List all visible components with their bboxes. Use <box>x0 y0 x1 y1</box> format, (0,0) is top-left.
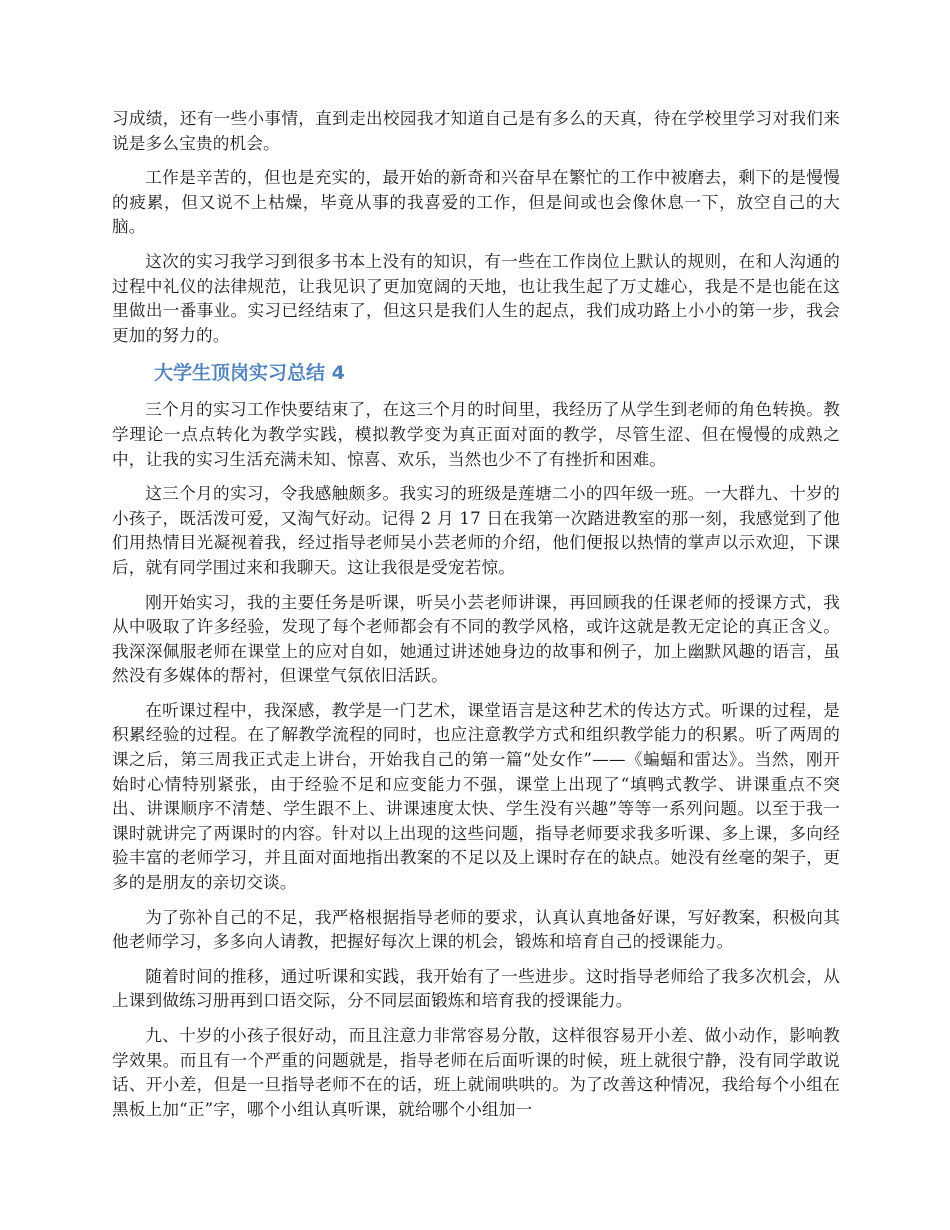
body-paragraph: 三个月的实习工作快要结束了，在这三个月的时间里，我经历了从学生到老师的角色转换。教学理论一点点转化为教学实践，模拟教学变为真正面对面的教学，尽管生涩、但在慢慢的成熟之中，让我的实习生活充满未知、惊喜、欢乐，当然也少不了有挫折和困难。 <box>112 400 840 469</box>
body-paragraph: 刚开始实习，我的主要任务是听课，听吴小芸老师讲课，再回顾我的任课老师的授课方式，我从中吸取了许多经验，发现了每个老师都会有不同的教学风格，或许这就是教无定论的真正含义。我深深佩服老师在课堂上的应对自如，她通过讲述她身边的故事和例子，加上幽默风趣的语言，虽然没有多媒体的帮衬，但课堂气氛依旧活跃。 <box>112 592 840 686</box>
body-paragraph: 这次的实习我学习到很多书本上没有的知识，有一些在工作岗位上默认的规则，在和人沟通的过程中礼仪的法律规范，让我见识了更加宽阔的天地，也让我生起了万丈雄心，我是不是也能在这里做出一番事业。实习已经结束了，但这只是我们人生的起点，我们成功路上小小的第一步，我会更加的努力的。 <box>112 251 840 345</box>
body-paragraph: 随着时间的推移，通过听课和实践，我开始有了一些进步。这时指导老师给了我多次机会，从上课到做练习册再到口语交际，分不同层面锻炼和培育我的授课能力。 <box>112 966 840 1011</box>
body-paragraph: 九、十岁的小孩子很好动，而且注意力非常容易分散，这样很容易开小差、做小动作，影响教学效果。而且有一个严重的问题就是，指导老师在后面听课的时候，班上就很宁静，没有同学敢说话、开小差，但是一旦指导老师不在的话，班上就闹哄哄的。为了改善这种情况，我给每个小组在黑板上加“正”字，哪个小组认真听课，就给哪个小组加一 <box>112 1026 840 1119</box>
section-heading: 大学生顶岗实习总结 4 <box>154 362 345 385</box>
body-paragraph: 这三个月的实习，令我感触颇多。我实习的班级是莲塘二小的四年级一班。一大群九、十岁的小孩子，既活泼可爱，又淘气好动。记得 2 月 17 日在我第一次踏进教室的那一刻，我感觉到了他们用热情目光凝视着我，经过指导老师吴小芸老师的介绍，他们便报以热情的掌声以示欢迎，下课后，就有同学围过来和我聊天。这让我很是受宠若惊。 <box>112 484 840 577</box>
body-paragraph: 在听课过程中，我深感，教学是一门艺术，课堂语言是这种艺术的传达方式。听课的过程，是积累经验的过程。在了解教学流程的同时，也应注意教学方式和组织教学能力的积累。听了两周的课之后，第三周我正式走上讲台，开始我自己的第一篇“处女作”——《蝙蝠和雷达》。当然，刚开始时心情特别紧张，由于经验不足和应变能力不强，课堂上出现了“填鸭式教学、讲课重点不突出、讲课顺序不清楚、学生跟不上、讲课速度太快、学生没有兴趣”等等一系列问题。以至于我一课时就讲完了两课时的内容。针对以上出现的这些问题，指导老师要求我多听课、多上课，多向经验丰富的老师学习，并且面对面地指出教案的不足以及上课时存在的缺点。她没有丝毫的架子，更多的是朋友的亲切交谈。 <box>112 700 840 893</box>
body-paragraph: 工作是辛苦的，但也是充实的，最开始的新奇和兴奋早在繁忙的工作中被磨去，剩下的是慢慢的疲累，但又说不上枯燥，毕竟从事的我喜爱的工作，但是间或也会像休息一下，放空自己的大脑。 <box>112 168 840 237</box>
body-paragraph: 为了弥补自己的不足，我严格根据指导老师的要求，认真认真地备好课，写好教案，积极向其他老师学习，多多向人请教，把握好每次上课的机会，锻炼和培育自己的授课能力。 <box>112 907 840 952</box>
document-page <box>112 107 840 1132</box>
body-paragraph: 习成绩，还有一些小事情，直到走出校园我才知道自己是有多么的天真，待在学校里学习对我们来说是多么宝贵的机会。 <box>112 109 840 153</box>
